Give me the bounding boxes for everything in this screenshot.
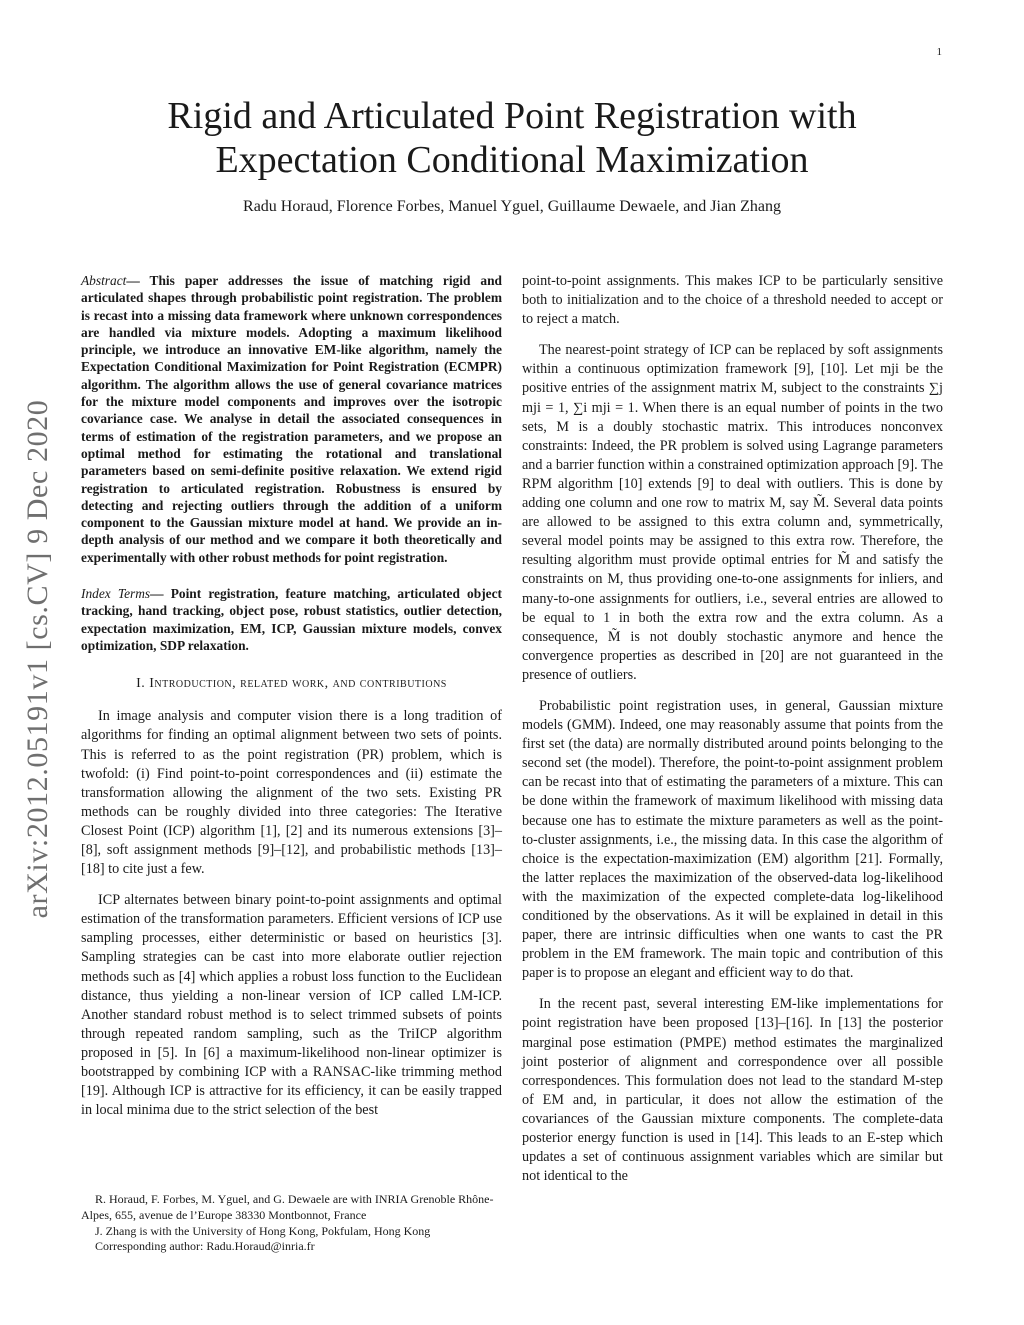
footnote-2: J. Zhang is with the University of Hong Kong, Pokfulam, Hong Kong (95, 1223, 431, 1238)
left-paragraph-1: In image analysis and computer vision there is a long tradition of algorithms for finding an optimal alignment between two sets of points. This is referred to as the point registration (PR) problem, which is twofold: (i) Find point-to-point correspondences and (ii) estimate the transformation allowing the alignment of the two sets. Existing PR methods can be roughly divided into three categories: The Iterative Closest Point (ICP) algorithm [1], [2] and its numerous extensions [3]–[8], soft assignment methods [9]–[12], and probabilistic methods [13]–[18] to cite just a few. (81, 708, 502, 878)
page-number: 1 (936, 46, 942, 58)
left-paragraph-2: ICP alternates between binary point-to-point assignments and optimal estimation of the transformation parameters. Efficient versions of ICP use sampling processes, either deterministic or based on heuristics [3]. Sampling strategies can be cast into more elaborate outlier rejection methods such as [4] which applies a robust loss function to the Euclidean distance, thus yielding a non-linear version of ICP called LM-ICP. Another standard robust method is to select trimmed subsets of points through repeated random sampling, such as the TriICP algorithm proposed in [5]. In [6] a maximum-likelihood non-linear optimizer is bootstrapped by combining ICP with a RANSAC-like trimming method [19]. Although ICP is attractive for its efficiency, it can be easily trapped in local minima due to the strict selection of the best (81, 892, 502, 1119)
index-terms-text: — Point registration, feature matching, articulated object tracking, hand tracking, object pose, robust statistics, outlier detection, expectation maximization, EM, ICP, Gaussian mixture models, convex optimization, SDP relaxation. (81, 586, 503, 653)
right-paragraph-3: Probabilistic point registration uses, in general, Gaussian mixture models (GMM). Indeed, one may reasonably assume that points from the first set (the data) are normally distributed around points belonging to the second set (the model). Therefore, the point-to-point assignment problem can be recast into that of estimating the parameters of a mixture. This can be done within the framework of maximum likelihood with missing data because one has to estimate the mixture parameters as well as the point-to-cluster assignments, i.e., the missing data. In this case the algorithm of choice is the expectation-maximization (EM) algorithm [21]. Formally, the latter replaces the maximization of the observed-data log-likelihood with the maximization of the expected complete-data log-likelihood conditioned by the observations. As it will be explained in detail in this paper, there are intrinsic difficulties when one wants to cast the PR problem in the EM framework. The main topic and contribution of this paper is to propose an elegant and efficient way to do that. (522, 697, 943, 982)
section-heading: I. Introduction, related work, and contributions (136, 676, 447, 692)
arxiv-id-text: arXiv:2012.05191v1 [cs.CV] 9 Dec 2020 (21, 399, 54, 919)
index-terms (81, 585, 502, 654)
left-column (81, 272, 502, 1120)
right-paragraph-4: In the recent past, several interesting EM-like implementations for point registration have been proposed [13]–[16]. In [13] the posterior marginal pose estimation (PMPE) method estimates the marginalized joint posterior of alignment and correspondence over all possible correspondences. This formulation does not lead to the standard M-step of EM and, in particular, it does not allow the estimation of the covariances of the Gaussian mixture components. The complete-data posterior energy function is used in [14]. This leads to an E-step which updates a set of continuous assignment variables which are similar but not identical to the (522, 996, 943, 1185)
paper-title: Rigid and Articulated Point Registration with Expectation Conditional Maximization (167, 95, 857, 181)
author-list: Radu Horaud, Florence Forbes, Manuel Yguel, Guillaume Dewaele, and Jian Zhang (243, 198, 781, 215)
index-terms-lead: Index Terms (81, 586, 151, 602)
footnotes (81, 1192, 502, 1255)
arxiv-identifier (18, 358, 58, 960)
right-paragraph-2: The nearest-point strategy of ICP can be replaced by soft assignments within a continuous optimization framework [9], [10]. Let mji be the positive entries of the assignment matrix M, subject to the constraints ∑j mji = 1, ∑i mji = 1. When there is an equal number of points in the two sets, M is a doubly stochastic matrix. This introduces nonconvex constraints: Indeed, the PR problem is solved using Lagrange parameters and a barrier function within a constrained optimization approach [9]. The RPM algorithm [10] extends [9] to deal with outliers. This is done by adding one column and one row to matrix M, say M̃. Several data points are allowed to be assigned to this extra column and, symmetrically, several model points may be assigned to this extra row. Therefore, the resulting algorithm must provide optimal entries for M̃ and satisfy the constraints on M, thus providing one-to-one assignments for inliers, and many-to-one assignments for outliers, i.e., several entries are allowed to be equal to 1 in both the extra row and the extra column. As a consequence, M̃ is not doubly stochastic anymore and hence the convergence properties as described in [20] are not guaranteed in the presence of outliers. (522, 342, 943, 683)
abstract-text: — This paper addresses the issue of matching rigid and articulated shapes through probabilistic point registration. The problem is recast into a missing data framework where unknown correspondences are handled via mixture models. Adopting a maximum likelihood principle, we introduce an innovative EM-like algorithm, namely the Expectation Conditional Maximization for Point Registration (ECMPR) algorithm. The algorithm allows the use of general covariance matrices for the mixture model components and improves over the isotropic covariance case. We analyse in detail the associated consequences in terms of estimation of the registration parameters, and we propose an optimal method for estimating the rotational and translational parameters based on semi-definite positive relaxation. We extend rigid registration to articulated registration. Robustness is ensured by detecting and rejecting outliers through the addition of a uniform component to the Gaussian mixture model at hand. We provide an in-depth analysis of our method and we compare it both theoretically and experimentally with other robust methods for point registration. (81, 273, 502, 565)
abstract-lead: Abstract (81, 273, 127, 288)
right-column (522, 272, 943, 1186)
right-paragraph-1: point-to-point assignments. This makes ICP to be particularly sensitive both to initialization and to the choice of a threshold needed to accept or to reject a match. (522, 273, 943, 328)
footnote-1: R. Horaud, F. Forbes, M. Yguel, and G. Dewaele are with INRIA Grenoble Rhône-Alpes, 655, avenue de l’Europe 38330 Montbonnot, France (81, 1192, 494, 1222)
abstract (81, 272, 502, 566)
footnote-3: Corresponding author: Radu.Horaud@inria.fr (95, 1239, 315, 1254)
